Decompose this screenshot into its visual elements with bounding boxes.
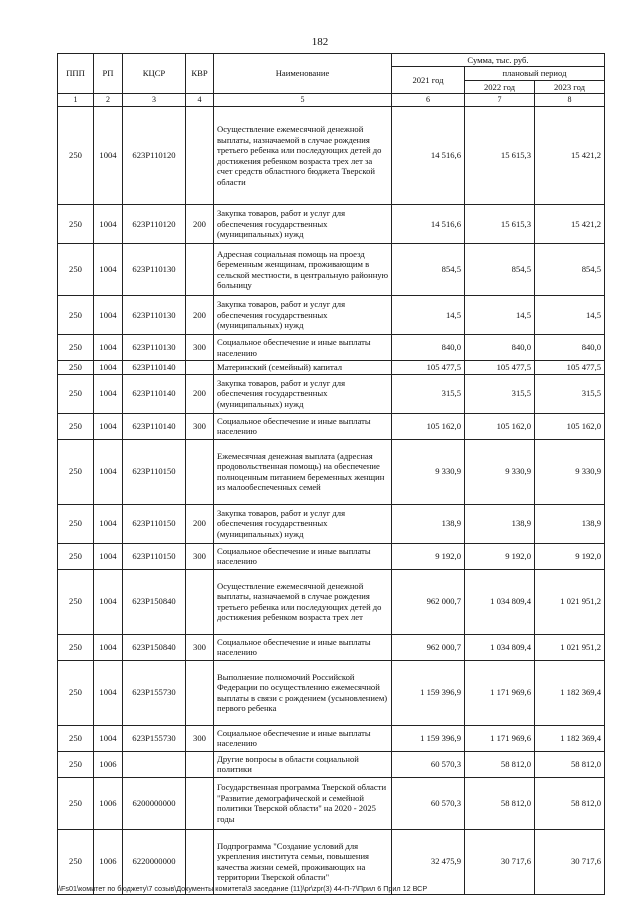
cell-rp: 1004 [94,660,123,725]
cell-name: Социальное обеспечение и иные выплаты населению [214,543,392,569]
table-row [58,569,605,634]
cell-kcsr: 623P110130 [123,244,186,296]
cell-sum-2021: 138,9 [392,504,465,543]
cell-rp: 1004 [94,374,123,413]
table-row [58,660,605,725]
table-row [58,374,605,413]
cell-name: Социальное обеспечение и иные выплаты населению [214,634,392,660]
cell-ppp: 250 [58,107,94,205]
cell-kcsr: 623P110150 [123,439,186,504]
column-number-row [58,94,605,107]
cell-sum-2023: 15 421,2 [535,107,605,205]
cell-sum-2021: 9 192,0 [392,543,465,569]
header-kcsr: КЦСР [123,54,186,94]
header-name: Наименование [214,54,392,94]
column-number: 5 [214,94,392,107]
column-number: 8 [535,94,605,107]
cell-sum-2021: 60 570,3 [392,777,465,829]
table-row [58,725,605,751]
cell-kcsr: 623P110140 [123,361,186,374]
cell-rp: 1004 [94,107,123,205]
table-row [58,634,605,660]
cell-kcsr: 6200000000 [123,777,186,829]
table-row [58,296,605,335]
cell-ppp: 250 [58,361,94,374]
cell-sum-2022: 105 477,5 [465,361,535,374]
cell-ppp: 250 [58,569,94,634]
cell-sum-2021: 962 000,7 [392,634,465,660]
cell-name: Закупка товаров, работ и услуг для обеспечения государственных (муниципальных) нужд [214,205,392,244]
cell-rp: 1004 [94,634,123,660]
cell-rp: 1004 [94,725,123,751]
cell-sum-2023: 9 330,9 [535,439,605,504]
cell-name: Государственная программа Тверской области "Развитие демографической и семейной политики Тверской области" на 2020 - 2025 годы [214,777,392,829]
table-row [58,439,605,504]
cell-rp: 1004 [94,296,123,335]
cell-sum-2023: 1 182 369,4 [535,725,605,751]
table-row [58,244,605,296]
table-row [58,751,605,777]
cell-sum-2023: 14,5 [535,296,605,335]
cell-sum-2022: 15 615,3 [465,205,535,244]
cell-kcsr: 623P110140 [123,413,186,439]
cell-kcsr: 623P110120 [123,107,186,205]
cell-rp: 1004 [94,504,123,543]
cell-sum-2022: 14,5 [465,296,535,335]
cell-sum-2023: 315,5 [535,374,605,413]
cell-kvr: 300 [186,413,214,439]
cell-sum-2023: 30 717,6 [535,829,605,894]
header-year-2022: 2022 год [465,80,535,93]
cell-ppp: 250 [58,335,94,361]
cell-sum-2023: 15 421,2 [535,205,605,244]
column-number: 3 [123,94,186,107]
cell-kvr: 200 [186,374,214,413]
cell-sum-2021: 105 477,5 [392,361,465,374]
cell-kvr [186,361,214,374]
cell-sum-2021: 9 330,9 [392,439,465,504]
cell-kcsr: 623P155730 [123,725,186,751]
cell-ppp: 250 [58,634,94,660]
cell-name: Закупка товаров, работ и услуг для обеспечения государственных (муниципальных) нужд [214,296,392,335]
cell-kcsr: 623P110140 [123,374,186,413]
cell-ppp: 250 [58,777,94,829]
cell-sum-2022: 840,0 [465,335,535,361]
cell-ppp: 250 [58,725,94,751]
cell-sum-2022: 9 330,9 [465,439,535,504]
cell-rp: 1004 [94,543,123,569]
header-kvr: КВР [186,54,214,94]
cell-name: Выполнение полномочий Российской Федерации по осуществлению ежемесячной выплаты в связи с рождением (усыновлением) первого ребенка [214,660,392,725]
cell-sum-2021: 854,5 [392,244,465,296]
cell-sum-2022: 1 034 809,4 [465,634,535,660]
cell-kvr [186,777,214,829]
cell-kvr [186,660,214,725]
cell-sum-2023: 1 021 951,2 [535,569,605,634]
table-row [58,413,605,439]
header-ppp: ППП [58,54,94,94]
cell-sum-2023: 1 021 951,2 [535,634,605,660]
cell-kvr: 200 [186,205,214,244]
cell-kcsr: 623P150840 [123,569,186,634]
cell-ppp: 250 [58,374,94,413]
cell-sum-2021: 1 159 396,9 [392,660,465,725]
cell-kvr [186,439,214,504]
table-row [58,361,605,374]
cell-rp: 1004 [94,413,123,439]
cell-sum-2023: 9 192,0 [535,543,605,569]
cell-rp: 1004 [94,244,123,296]
cell-sum-2021: 315,5 [392,374,465,413]
cell-sum-2022: 854,5 [465,244,535,296]
cell-sum-2022: 58 812,0 [465,777,535,829]
table-row [58,107,605,205]
cell-kvr: 200 [186,504,214,543]
cell-kvr [186,569,214,634]
cell-name: Осуществление ежемесячной денежной выплаты, назначаемой в случае рождения третьего ребенка или последующих детей до достижения ребенком возраста трех лет [214,569,392,634]
table-header [58,54,605,107]
cell-rp: 1006 [94,751,123,777]
cell-sum-2022: 1 171 969,6 [465,725,535,751]
cell-kvr: 300 [186,725,214,751]
cell-sum-2023: 58 812,0 [535,751,605,777]
cell-rp: 1004 [94,361,123,374]
cell-name: Социальное обеспечение и иные выплаты населению [214,725,392,751]
header-sum: Сумма, тыс. руб. [392,54,605,67]
cell-name: Социальное обеспечение и иные выплаты населению [214,335,392,361]
cell-name: Подпрограмма "Создание условий для укрепления института семьи, повышения качества жизни семей, проживающих на территории Тверской области" [214,829,392,894]
cell-ppp: 250 [58,660,94,725]
table-row [58,205,605,244]
column-number: 6 [392,94,465,107]
cell-kcsr: 623P150840 [123,634,186,660]
cell-sum-2023: 105 477,5 [535,361,605,374]
cell-rp: 1004 [94,335,123,361]
cell-sum-2022: 58 812,0 [465,751,535,777]
cell-kcsr [123,751,186,777]
cell-name: Другие вопросы в области социальной политики [214,751,392,777]
table-body [58,107,605,894]
cell-sum-2022: 138,9 [465,504,535,543]
column-number: 2 [94,94,123,107]
cell-name: Социальное обеспечение и иные выплаты населению [214,413,392,439]
cell-kvr: 300 [186,335,214,361]
cell-kvr [186,107,214,205]
cell-name: Материнский (семейный) капитал [214,361,392,374]
table-row [58,335,605,361]
budget-table [57,53,605,895]
cell-rp: 1004 [94,569,123,634]
header-rp: РП [94,54,123,94]
cell-sum-2021: 962 000,7 [392,569,465,634]
table-row [58,504,605,543]
cell-kvr: 300 [186,543,214,569]
cell-sum-2022: 315,5 [465,374,535,413]
cell-kcsr: 623P110130 [123,335,186,361]
cell-sum-2022: 15 615,3 [465,107,535,205]
header-year-2021: 2021 год [392,67,465,94]
cell-name: Ежемесячная денежная выплата (адресная продовольственная помощь) на обеспечение полноценным питанием беременных женщин из малообеспеченных семей [214,439,392,504]
cell-sum-2023: 840,0 [535,335,605,361]
cell-ppp: 250 [58,504,94,543]
header-year-2023: 2023 год [535,80,605,93]
cell-sum-2023: 138,9 [535,504,605,543]
cell-kvr: 200 [186,296,214,335]
cell-name: Осуществление ежемесячной денежной выплаты, назначаемой в случае рождения третьего ребенка или последующих детей до достижения ребенком возраста трех лет за счет средств областного бюджета Тверской области [214,107,392,205]
cell-sum-2022: 9 192,0 [465,543,535,569]
cell-sum-2021: 105 162,0 [392,413,465,439]
table-row [58,777,605,829]
cell-kvr: 300 [186,634,214,660]
cell-ppp: 250 [58,296,94,335]
cell-sum-2021: 60 570,3 [392,751,465,777]
cell-rp: 1004 [94,439,123,504]
cell-kvr [186,751,214,777]
cell-sum-2021: 14,5 [392,296,465,335]
cell-sum-2021: 1 159 396,9 [392,725,465,751]
cell-rp: 1006 [94,829,123,894]
cell-kcsr: 623P110130 [123,296,186,335]
cell-name: Закупка товаров, работ и услуг для обеспечения государственных (муниципальных) нужд [214,374,392,413]
cell-ppp: 250 [58,205,94,244]
cell-ppp: 250 [58,543,94,569]
cell-sum-2022: 30 717,6 [465,829,535,894]
cell-sum-2021: 14 516,6 [392,107,465,205]
header-planned-period: плановый период [465,67,605,80]
cell-sum-2022: 1 171 969,6 [465,660,535,725]
cell-sum-2023: 105 162,0 [535,413,605,439]
cell-sum-2023: 58 812,0 [535,777,605,829]
cell-ppp: 250 [58,244,94,296]
cell-ppp: 250 [58,439,94,504]
cell-kcsr: 623P155730 [123,660,186,725]
cell-sum-2022: 105 162,0 [465,413,535,439]
cell-sum-2021: 32 475,9 [392,829,465,894]
cell-kcsr: 623P110150 [123,543,186,569]
cell-name: Адресная социальная помощь на проезд беременным женщинам, проживающим в сельской местности, в центральную районную больницу [214,244,392,296]
cell-kcsr: 623P110150 [123,504,186,543]
column-number: 1 [58,94,94,107]
cell-rp: 1006 [94,777,123,829]
cell-sum-2023: 854,5 [535,244,605,296]
cell-name: Закупка товаров, работ и услуг для обеспечения государственных (муниципальных) нужд [214,504,392,543]
column-number: 4 [186,94,214,107]
table-row [58,543,605,569]
page-number: 182 [311,36,329,48]
cell-sum-2021: 14 516,6 [392,205,465,244]
cell-sum-2021: 840,0 [392,335,465,361]
cell-ppp: 250 [58,413,94,439]
cell-rp: 1004 [94,205,123,244]
cell-ppp: 250 [58,829,94,894]
cell-sum-2023: 1 182 369,4 [535,660,605,725]
column-number: 7 [465,94,535,107]
cell-kvr [186,244,214,296]
cell-kcsr: 623P110120 [123,205,186,244]
file-path-footer: \\Fs01\комитет по бюджету\7 созыв\Документы комитета\3 заседание (11)\pr\zpr(3) 44-П-7\Прил 6 Прил 12 ВСР [57,884,428,893]
cell-kcsr: 6220000000 [123,829,186,894]
cell-ppp: 250 [58,751,94,777]
cell-sum-2022: 1 034 809,4 [465,569,535,634]
